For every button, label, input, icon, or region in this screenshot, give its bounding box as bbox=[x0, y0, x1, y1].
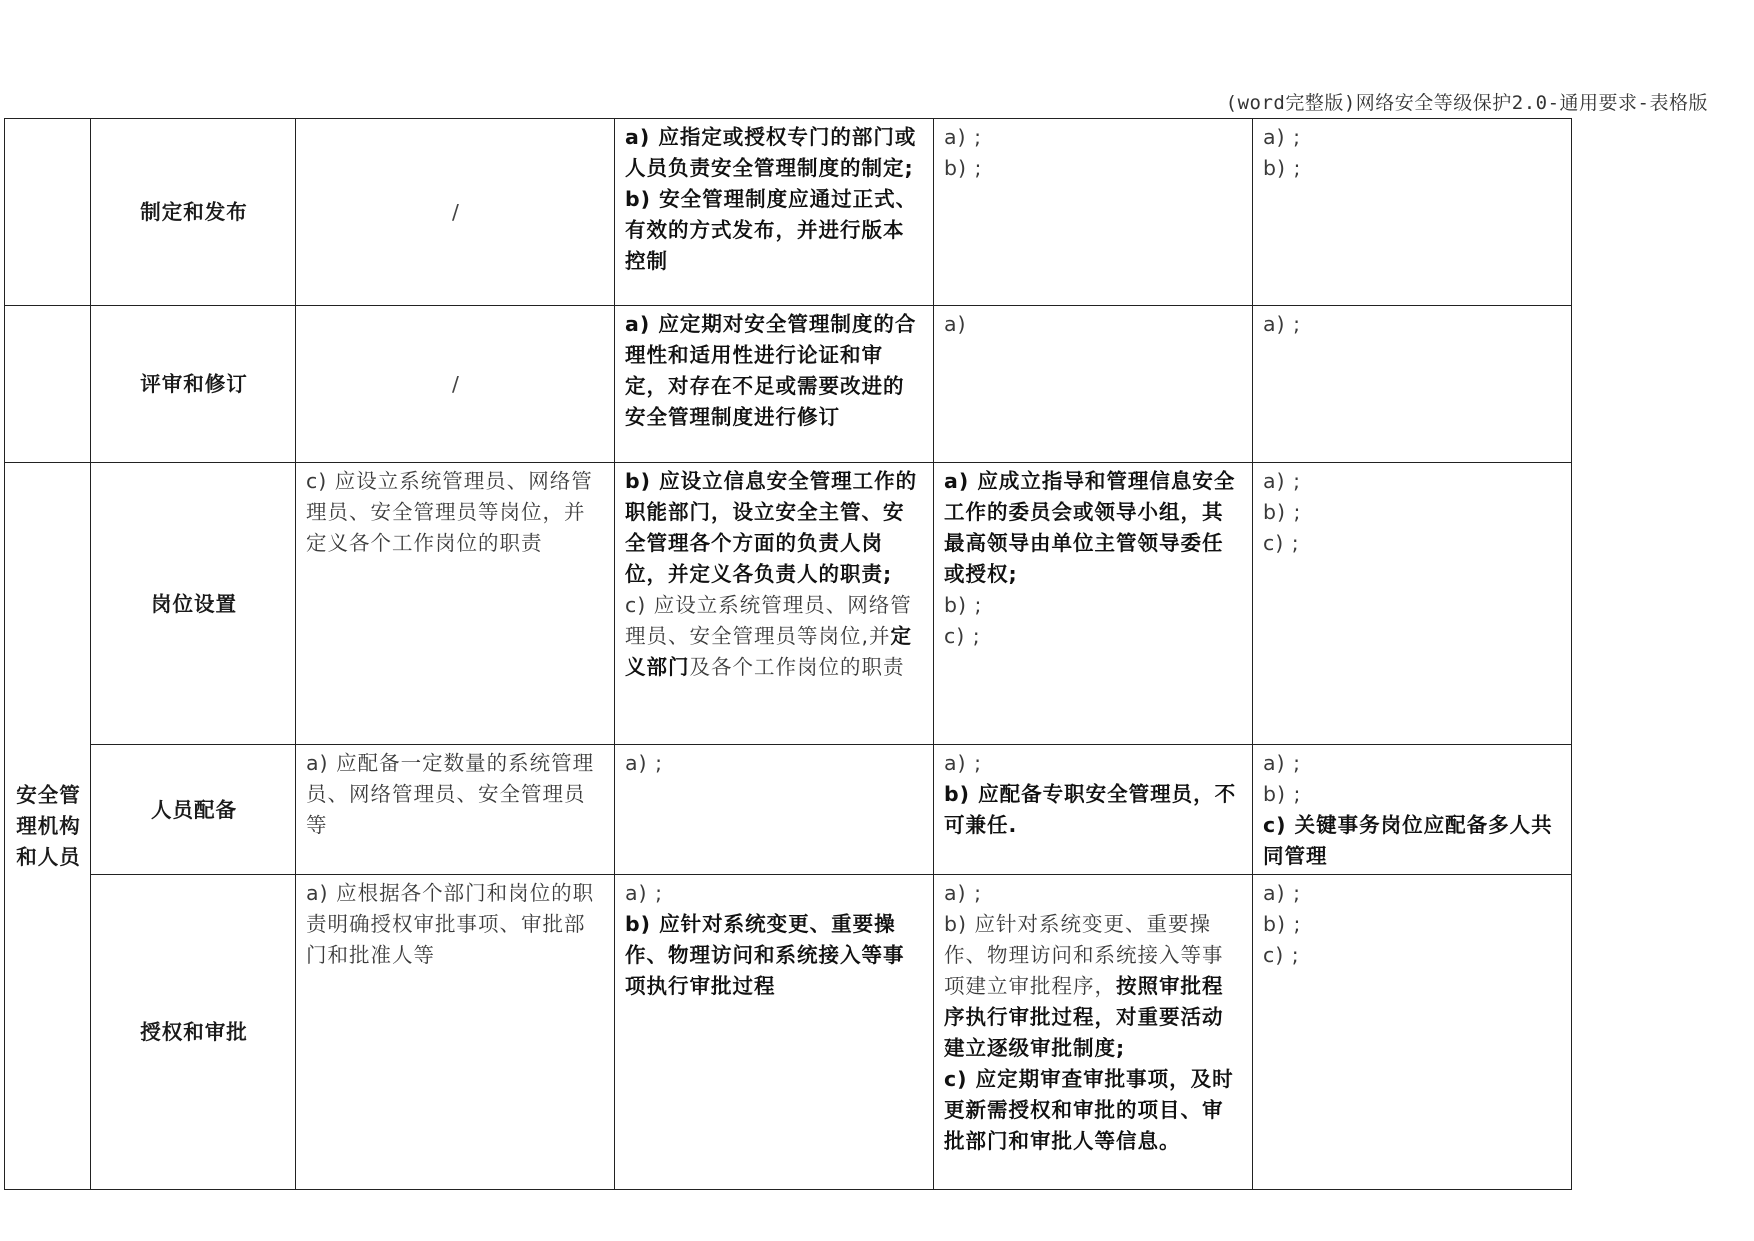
control-item-cell: 授权和审批 bbox=[91, 875, 296, 1190]
req-text: b) 应设立信息安全管理工作的职能部门，设立安全主管、安全管理各个方面的负责人岗位，并定义各负责人的职责; bbox=[625, 469, 918, 586]
req-text: a) ; bbox=[1263, 125, 1301, 149]
level4-cell bbox=[1253, 875, 1572, 1190]
req-text: a) 应配备一定数量的系统管理员、网络管理员、安全管理员等 bbox=[306, 751, 595, 837]
category-cell-empty bbox=[5, 306, 91, 463]
req-text: b) 安全管理制度应通过正式、有效的方式发布，并进行版本控制 bbox=[625, 187, 918, 273]
req-text: a) bbox=[944, 312, 967, 336]
control-item-cell: 岗位设置 bbox=[91, 463, 296, 745]
req-text: b) 应配备专职安全管理员，不可兼任. bbox=[944, 782, 1237, 837]
req-text: a) 应定期对安全管理制度的合理性和适用性进行论证和审定，对存在不足或需要改进的安全管理制度进行修订 bbox=[625, 312, 917, 429]
level3-cell bbox=[934, 875, 1253, 1190]
req-text: b) ; bbox=[1263, 500, 1302, 524]
level2-cell bbox=[615, 119, 934, 306]
req-text: b) 应针对系统变更、重要操作、物理访问和系统接入等事项执行审批过程 bbox=[625, 912, 905, 998]
req-text: a) ; bbox=[944, 881, 982, 905]
req-text: a) ; bbox=[1263, 469, 1301, 493]
req-text-emphasis: 定义部门 bbox=[625, 624, 913, 679]
req-text: a) ; bbox=[625, 881, 663, 905]
req-text: a) ; bbox=[1263, 751, 1301, 775]
req-text: b) ; bbox=[1263, 156, 1302, 180]
req-text: c) 关键事务岗位应配备多人共同管理 bbox=[1263, 813, 1553, 868]
level1-cell bbox=[296, 745, 615, 875]
level3-cell bbox=[934, 463, 1253, 745]
req-text: a) 应成立指导和管理信息安全工作的委员会或领导小组，其最高领导由单位主管领导委任或授权; bbox=[944, 469, 1236, 586]
req-text: a) 应根据各个部门和岗位的职责明确授权审批事项、审批部门和批准人等 bbox=[306, 881, 595, 967]
category-cell-empty bbox=[5, 119, 91, 306]
level1-cell bbox=[296, 875, 615, 1190]
level2-cell bbox=[615, 306, 934, 463]
level4-cell bbox=[1253, 745, 1572, 875]
req-text: b) ; bbox=[1263, 912, 1302, 936]
level2-cell bbox=[615, 875, 934, 1190]
req-text: b) 应针对系统变更、重要操作、物理访问和系统接入等事项建立审批程序， bbox=[944, 912, 1224, 998]
level4-cell bbox=[1253, 306, 1572, 463]
req-text: a) ; bbox=[1263, 312, 1301, 336]
req-text: c) ; bbox=[1263, 943, 1300, 967]
req-text: c) 应设立系统管理员、网络管理员、安全管理员等岗位,并 bbox=[625, 593, 912, 648]
table-row bbox=[5, 875, 1572, 1190]
req-text: c) 应定期审查审批事项，及时更新需授权和审批的项目、审批部门和审批人等信息。 bbox=[944, 1067, 1234, 1153]
req-text: a) ; bbox=[625, 751, 663, 775]
req-text: b) ; bbox=[944, 593, 983, 617]
document-header: (word完整版)网络安全等级保护2.0-通用要求-表格版 bbox=[1225, 92, 1708, 114]
requirements-table bbox=[4, 118, 1572, 1190]
level3-cell bbox=[934, 306, 1253, 463]
control-item-cell: 人员配备 bbox=[91, 745, 296, 875]
level1-cell: / bbox=[296, 119, 615, 306]
req-text: a) 应指定或授权专门的部门或人员负责安全管理制度的制定; bbox=[625, 125, 917, 180]
level1-cell bbox=[296, 463, 615, 745]
table-row bbox=[5, 119, 1572, 306]
control-item-cell: 制定和发布 bbox=[91, 119, 296, 306]
level1-cell: / bbox=[296, 306, 615, 463]
level3-cell bbox=[934, 119, 1253, 306]
category-cell: 安全管理机构和人员 bbox=[5, 463, 91, 1190]
req-text: c) 应设立系统管理员、网络管理员、安全管理员等岗位，并定义各个工作岗位的职责 bbox=[306, 469, 593, 555]
req-text: c) ; bbox=[944, 624, 981, 648]
table-row bbox=[5, 745, 1572, 875]
req-text-emphasis: 按照审批程序执行审批过程，对重要活动建立逐级审批制度; bbox=[944, 974, 1224, 1060]
req-text: b) ; bbox=[944, 156, 983, 180]
req-text: a) ; bbox=[944, 751, 982, 775]
level2-cell bbox=[615, 745, 934, 875]
req-text: a) ; bbox=[1263, 881, 1301, 905]
req-text: b) ; bbox=[1263, 782, 1302, 806]
req-text: a) ; bbox=[944, 125, 982, 149]
control-item-cell: 评审和修订 bbox=[91, 306, 296, 463]
table-row bbox=[5, 306, 1572, 463]
level4-cell bbox=[1253, 119, 1572, 306]
level4-cell bbox=[1253, 463, 1572, 745]
req-text: c) ; bbox=[1263, 531, 1300, 555]
level3-cell bbox=[934, 745, 1253, 875]
req-text: 及各个工作岗位的职责 bbox=[689, 655, 905, 679]
table-row bbox=[5, 463, 1572, 745]
level2-cell bbox=[615, 463, 934, 745]
